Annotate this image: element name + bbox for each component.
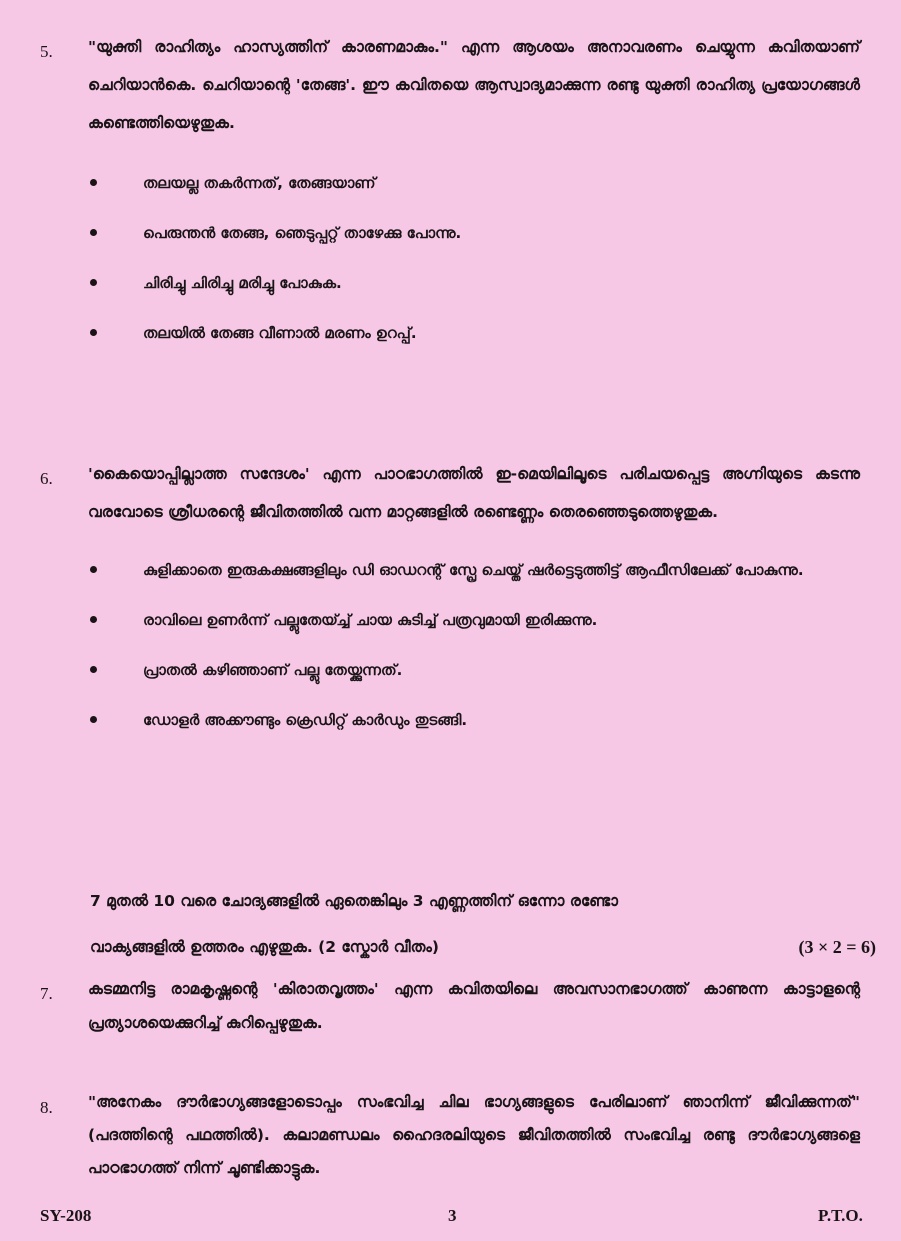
question-text: "അനേകം ദൗർഭാഗ്യങ്ങളോടൊപ്പം സംഭവിച്ച ചില ഭാഗ്യങ്ങളുടെ പേരിലാണ് ഞാനിന്ന് ജീവിക്കുന്നത്" (പദത്തിന്റെ പഥത്തിൽ). കലാമണ്ഡലം ഹൈദരലിയുടെ ജീവിതത്തിൽ സംഭവിച്ച രണ്ടു ദൗർഭാഗ്യങ്ങളെ പാഠഭാഗത്ത് നിന്ന് ചൂണ്ടിക്കാട്ടുക. [88,1093,860,1177]
list-item: ചിരിച്ചു ചിരിച്ചു മരിച്ചു പോകുക. [88,264,860,302]
list-item: പെരുന്തൻ തേങ്ങ, ഞെടുപ്പറ്റ് താഴേക്കു പോന്നു. [88,214,860,252]
bullet-icon [90,229,97,236]
bullet-icon [90,716,97,723]
pto-label: P.T.O. [818,1206,863,1225]
list-item: ഡോളർ അക്കൗണ്ടും ക്രെഡിറ്റ് കാർഡും തുടങ്ങി. [88,701,860,739]
bullet-icon [90,329,97,336]
question-text: കടമ്മനിട്ട രാമകൃഷ്ണന്റെ 'കിരാതവൃത്തം' എന്ന കവിതയിലെ അവസാനഭാഗത്ത് കാണുന്ന കാട്ടാളന്റെ പ്രത്യാശയെക്കുറിച്ച് കുറിപ്പെഴുതുക. [88,980,860,1032]
bullet-icon [90,179,97,186]
question-number: 5. [40,42,53,61]
marks-allocation: (3 × 2 = 6) [798,937,876,957]
answer-list [88,164,860,352]
paper-code: SY-208 [40,1206,92,1225]
page-number: 3 [448,1206,457,1225]
section-instruction [90,878,880,970]
list-item: പ്രാതൽ കഴിഞ്ഞാണ് പല്ലു തേയ്ക്കുന്നത്. [88,651,860,689]
question-5 [40,28,860,364]
question-number: 8. [40,1098,53,1117]
question-7 [40,972,860,1040]
question-number: 6. [40,469,53,488]
question-number: 7. [40,984,53,1003]
list-item: തലയിൽ തേങ്ങ വീണാൽ മരണം ഉറപ്പ്. [88,314,860,352]
instruction-line-1: 7 മുതൽ 10 വരെ ചോദ്യങ്ങളിൽ ഏതെങ്കിലും 3 എണ്ണത്തിന് ഒന്നോ രണ്ടോ [90,892,618,910]
list-item: കുളിക്കാതെ ഇരുകക്ഷങ്ങളിലും ഡി ഓഡറന്റ് സ്പ്രേ ചെയ്ത് ഷർട്ടെടുത്തിട്ട് ആഫീസിലേക്ക് പോകുന്നു. [88,551,860,589]
bullet-icon [90,566,97,573]
bullet-icon [90,666,97,673]
question-text: "യുക്തി രാഹിത്യം ഹാസ്യത്തിന് കാരണമാകും." എന്ന ആശയം അനാവരണം ചെയ്യുന്ന കവിതയാണ് ചെറിയാൻകെ. ചെറിയാന്റെ 'തേങ്ങ'. ഈ കവിതയെ ആസ്വാദ്യമാക്കുന്ന രണ്ടു യുക്തി രാഹിത്യ പ്രയോഗങ്ങൾ കണ്ടെത്തിയെഴുതുക. [88,38,860,132]
list-item: തലയല്ല തകർന്നത്, തേങ്ങയാണ് [88,164,860,202]
bullet-icon [90,616,97,623]
question-text: 'കൈയൊപ്പില്ലാത്ത സന്ദേശം' എന്ന പാഠഭാഗത്തിൽ ഇ-മെയിലിലൂടെ പരിചയപ്പെട്ട അഗ്നിയുടെ കടന്നു വരവോടെ ശ്രീധരന്റെ ജീവിതത്തിൽ വന്ന മാറ്റങ്ങളിൽ രണ്ടെണ്ണം തെരഞ്ഞെടുത്തെഴുതുക. [88,465,860,521]
list-item: രാവിലെ ഉണർന്ന് പല്ലുതേയ്ച്ച് ചായ കുടിച്ച് പത്രവുമായി ഇരിക്കുന്നു. [88,601,860,639]
question-6 [40,455,860,751]
question-8 [40,1086,860,1185]
instruction-line-2: വാക്യങ്ങളിൽ ഉത്തരം എഴുതുക. (2 സ്കോർ വീതം) [90,938,439,956]
answer-list [88,551,860,739]
bullet-icon [90,279,97,286]
